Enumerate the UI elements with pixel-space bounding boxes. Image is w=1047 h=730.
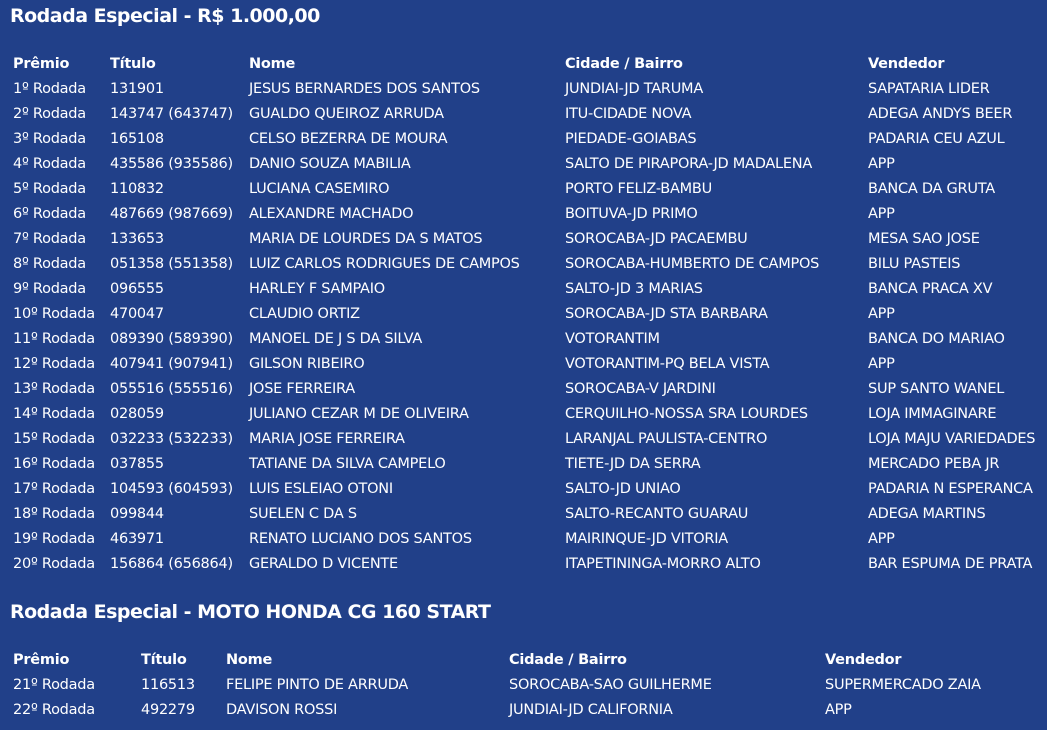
cell-titulo: 104593 (604593) bbox=[110, 481, 233, 497]
header-nome: Nome bbox=[226, 652, 273, 668]
cell-titulo: 051358 (551358) bbox=[110, 256, 233, 272]
cell-titulo: 165108 bbox=[110, 131, 164, 147]
table-row bbox=[10, 698, 1047, 723]
cell-titulo: 156864 (656864) bbox=[110, 556, 233, 572]
table-row bbox=[10, 277, 1047, 302]
cell-titulo: 032233 (532233) bbox=[110, 431, 233, 447]
cell-nome: LUIZ CARLOS RODRIGUES DE CAMPOS bbox=[249, 256, 520, 272]
results-table bbox=[10, 648, 1047, 723]
cell-cidade-bairro: SALTO DE PIRAPORA-JD MADALENA bbox=[565, 156, 813, 172]
cell-nome: MARIA DE LOURDES DA S MATOS bbox=[249, 231, 483, 247]
table-row bbox=[10, 527, 1047, 552]
cell-premio: 15º Rodada bbox=[13, 431, 95, 447]
cell-titulo: 037855 bbox=[110, 456, 164, 472]
header-vendedor: Vendedor bbox=[825, 652, 902, 668]
cell-nome: DAVISON ROSSI bbox=[226, 702, 338, 718]
table-row bbox=[10, 152, 1047, 177]
cell-cidade-bairro: PORTO FELIZ-BAMBU bbox=[565, 181, 712, 197]
cell-cidade-bairro: SOROCABA-JD PACAEMBU bbox=[565, 231, 748, 247]
cell-vendedor: ADEGA MARTINS bbox=[868, 506, 986, 522]
table-row bbox=[10, 202, 1047, 227]
cell-titulo: 133653 bbox=[110, 231, 164, 247]
cell-premio: 11º Rodada bbox=[13, 331, 95, 347]
cell-vendedor: MESA SAO JOSE bbox=[868, 231, 980, 247]
cell-vendedor: SUPERMERCADO ZAIA bbox=[825, 677, 981, 693]
cell-titulo: 492279 bbox=[141, 702, 195, 718]
cell-cidade-bairro: TIETE-JD DA SERRA bbox=[565, 456, 701, 472]
cell-premio: 2º Rodada bbox=[13, 106, 86, 122]
cell-titulo: 110832 bbox=[110, 181, 164, 197]
header-titulo: Título bbox=[110, 56, 156, 72]
cell-nome: GILSON RIBEIRO bbox=[249, 356, 365, 372]
cell-premio: 17º Rodada bbox=[13, 481, 95, 497]
header-cidade-bairro: Cidade / Bairro bbox=[565, 56, 683, 72]
results-table bbox=[10, 52, 1047, 577]
cell-titulo: 099844 bbox=[110, 506, 164, 522]
cell-vendedor: ADEGA ANDYS BEER bbox=[868, 106, 1013, 122]
cell-titulo: 055516 (555516) bbox=[110, 381, 233, 397]
cell-vendedor: APP bbox=[868, 531, 895, 547]
cell-premio: 16º Rodada bbox=[13, 456, 95, 472]
cell-nome: HARLEY F SAMPAIO bbox=[249, 281, 385, 297]
table-row bbox=[10, 102, 1047, 127]
table-row bbox=[10, 402, 1047, 427]
section-title: Rodada Especial - R$ 1.000,00 bbox=[10, 5, 320, 27]
cell-cidade-bairro: CERQUILHO-NOSSA SRA LOURDES bbox=[565, 406, 808, 422]
cell-nome: FELIPE PINTO DE ARRUDA bbox=[226, 677, 409, 693]
table-row bbox=[10, 327, 1047, 352]
cell-cidade-bairro: SOROCABA-SAO GUILHERME bbox=[509, 677, 712, 693]
cell-vendedor: SUP SANTO WANEL bbox=[868, 381, 1005, 397]
cell-titulo: 463971 bbox=[110, 531, 164, 547]
cell-nome: JULIANO CEZAR M DE OLIVEIRA bbox=[249, 406, 469, 422]
cell-vendedor: APP bbox=[868, 156, 895, 172]
cell-cidade-bairro: VOTORANTIM bbox=[565, 331, 660, 347]
cell-premio: 6º Rodada bbox=[13, 206, 86, 222]
cell-vendedor: APP bbox=[868, 206, 895, 222]
cell-nome: MARIA JOSE FERREIRA bbox=[249, 431, 405, 447]
cell-premio: 14º Rodada bbox=[13, 406, 95, 422]
cell-titulo: 487669 (987669) bbox=[110, 206, 233, 222]
cell-nome: SUELEN C DA S bbox=[249, 506, 357, 522]
section-title: Rodada Especial - MOTO HONDA CG 160 START bbox=[10, 601, 491, 623]
cell-vendedor: APP bbox=[825, 702, 852, 718]
cell-vendedor: LOJA IMMAGINARE bbox=[868, 406, 997, 422]
table-row bbox=[10, 177, 1047, 202]
cell-vendedor: PADARIA CEU AZUL bbox=[868, 131, 1005, 147]
header-nome: Nome bbox=[249, 56, 296, 72]
cell-premio: 8º Rodada bbox=[13, 256, 86, 272]
cell-titulo: 116513 bbox=[141, 677, 195, 693]
cell-vendedor: BANCA DA GRUTA bbox=[868, 181, 995, 197]
cell-titulo: 028059 bbox=[110, 406, 164, 422]
cell-titulo: 435586 (935586) bbox=[110, 156, 233, 172]
cell-vendedor: PADARIA N ESPERANCA bbox=[868, 481, 1033, 497]
cell-vendedor: APP bbox=[868, 356, 895, 372]
table-row bbox=[10, 227, 1047, 252]
cell-premio: 4º Rodada bbox=[13, 156, 86, 172]
table-row bbox=[10, 502, 1047, 527]
table-row bbox=[10, 427, 1047, 452]
cell-titulo: 470047 bbox=[110, 306, 164, 322]
cell-cidade-bairro: MAIRINQUE-JD VITORIA bbox=[565, 531, 728, 547]
table-row bbox=[10, 552, 1047, 577]
cell-titulo: 131901 bbox=[110, 81, 164, 97]
cell-vendedor: BANCA PRACA XV bbox=[868, 281, 993, 297]
cell-cidade-bairro: ITU-CIDADE NOVA bbox=[565, 106, 692, 122]
cell-cidade-bairro: JUNDIAI-JD CALIFORNIA bbox=[509, 702, 673, 718]
table-row bbox=[10, 252, 1047, 277]
cell-vendedor: LOJA MAJU VARIEDADES bbox=[868, 431, 1036, 447]
cell-premio: 3º Rodada bbox=[13, 131, 86, 147]
cell-nome: GERALDO D VICENTE bbox=[249, 556, 398, 572]
header-titulo: Título bbox=[141, 652, 187, 668]
cell-premio: 5º Rodada bbox=[13, 181, 86, 197]
cell-cidade-bairro: SALTO-JD UNIAO bbox=[565, 481, 681, 497]
cell-premio: 1º Rodada bbox=[13, 81, 86, 97]
cell-cidade-bairro: SALTO-JD 3 MARIAS bbox=[565, 281, 703, 297]
cell-cidade-bairro: VOTORANTIM-PQ BELA VISTA bbox=[565, 356, 770, 372]
cell-nome: CLAUDIO ORTIZ bbox=[249, 306, 360, 322]
cell-cidade-bairro: JUNDIAI-JD TARUMA bbox=[565, 81, 703, 97]
cell-cidade-bairro: SOROCABA-HUMBERTO DE CAMPOS bbox=[565, 256, 820, 272]
cell-vendedor: BILU PASTEIS bbox=[868, 256, 961, 272]
cell-cidade-bairro: SOROCABA-V JARDINI bbox=[565, 381, 716, 397]
cell-vendedor: BANCA DO MARIAO bbox=[868, 331, 1005, 347]
header-cidade-bairro: Cidade / Bairro bbox=[509, 652, 627, 668]
cell-cidade-bairro: SOROCABA-JD STA BARBARA bbox=[565, 306, 768, 322]
cell-nome: LUIS ESLEIAO OTONI bbox=[249, 481, 393, 497]
cell-titulo: 096555 bbox=[110, 281, 164, 297]
cell-nome: TATIANE DA SILVA CAMPELO bbox=[249, 456, 446, 472]
cell-nome: MANOEL DE J S DA SILVA bbox=[249, 331, 422, 347]
cell-vendedor: BAR ESPUMA DE PRATA bbox=[868, 556, 1033, 572]
cell-premio: 12º Rodada bbox=[13, 356, 95, 372]
cell-nome: GUALDO QUEIROZ ARRUDA bbox=[249, 106, 444, 122]
cell-nome: RENATO LUCIANO DOS SANTOS bbox=[249, 531, 472, 547]
cell-premio: 13º Rodada bbox=[13, 381, 95, 397]
cell-nome: DANIO SOUZA MABILIA bbox=[249, 156, 411, 172]
cell-cidade-bairro: ITAPETININGA-MORRO ALTO bbox=[565, 556, 761, 572]
header-premio: Prêmio bbox=[13, 652, 70, 668]
cell-nome: CELSO BEZERRA DE MOURA bbox=[249, 131, 448, 147]
cell-nome: LUCIANA CASEMIRO bbox=[249, 181, 390, 197]
table-row bbox=[10, 302, 1047, 327]
cell-premio: 20º Rodada bbox=[13, 556, 95, 572]
table-row bbox=[10, 477, 1047, 502]
cell-premio: 19º Rodada bbox=[13, 531, 95, 547]
cell-nome: JOSE FERREIRA bbox=[249, 381, 355, 397]
cell-cidade-bairro: SALTO-RECANTO GUARAU bbox=[565, 506, 749, 522]
cell-titulo: 143747 (643747) bbox=[110, 106, 233, 122]
header-vendedor: Vendedor bbox=[868, 56, 945, 72]
cell-titulo: 089390 (589390) bbox=[110, 331, 233, 347]
cell-cidade-bairro: PIEDADE-GOIABAS bbox=[565, 131, 697, 147]
table-row bbox=[10, 673, 1047, 698]
table-row bbox=[10, 377, 1047, 402]
table-header-row bbox=[10, 648, 1047, 673]
cell-premio: 21º Rodada bbox=[13, 677, 95, 693]
cell-nome: ALEXANDRE MACHADO bbox=[249, 206, 414, 222]
table-header-row bbox=[10, 52, 1047, 77]
cell-vendedor: MERCADO PEBA JR bbox=[868, 456, 1000, 472]
cell-cidade-bairro: BOITUVA-JD PRIMO bbox=[565, 206, 698, 222]
cell-premio: 22º Rodada bbox=[13, 702, 95, 718]
table-row bbox=[10, 452, 1047, 477]
cell-titulo: 407941 (907941) bbox=[110, 356, 233, 372]
cell-premio: 9º Rodada bbox=[13, 281, 86, 297]
table-row bbox=[10, 77, 1047, 102]
cell-cidade-bairro: LARANJAL PAULISTA-CENTRO bbox=[565, 431, 768, 447]
cell-premio: 10º Rodada bbox=[13, 306, 95, 322]
cell-premio: 7º Rodada bbox=[13, 231, 86, 247]
cell-nome: JESUS BERNARDES DOS SANTOS bbox=[249, 81, 480, 97]
cell-premio: 18º Rodada bbox=[13, 506, 95, 522]
cell-vendedor: SAPATARIA LIDER bbox=[868, 81, 990, 97]
cell-vendedor: APP bbox=[868, 306, 895, 322]
table-row bbox=[10, 127, 1047, 152]
header-premio: Prêmio bbox=[13, 56, 70, 72]
table-row bbox=[10, 352, 1047, 377]
